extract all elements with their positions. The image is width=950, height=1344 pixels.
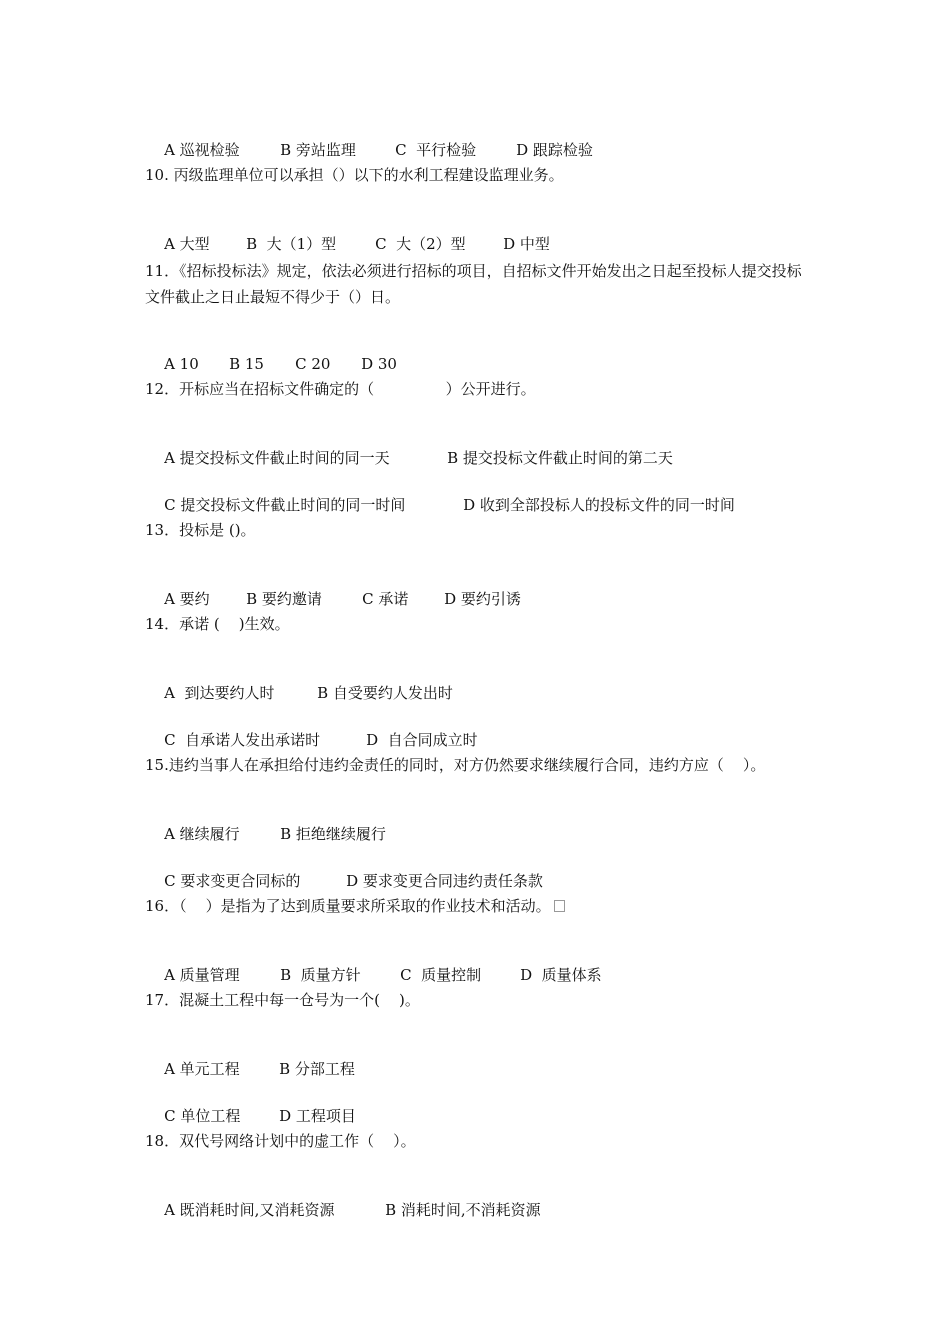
option-a: A 要约 (164, 590, 210, 608)
options-line (145, 1177, 845, 1243)
question-11: 11．《招标投标法》规定，依法必须进行招标的项目，自招标文件开始发出之日起至投标人提交投标文件截止之日止最短不得少于（）日。 (145, 262, 802, 306)
option-d: D 收到全部投标人的投标文件的同一时间 (463, 496, 735, 514)
option-b: B 质量方针 (280, 966, 361, 984)
option-b: B 提交投标文件截止时间的第二天 (447, 449, 673, 467)
question-15: 15.违约当事人在承担给付违约金责任的同时，对方仍然要求继续履行合同，违约方应（ ）。 (145, 756, 766, 774)
option-d: D 要求变更合同违约责任条款 (346, 872, 543, 890)
option-d: D 工程项目 (279, 1107, 356, 1125)
option-b: B 大（1）型 (246, 235, 337, 253)
option-c: C 单位工程 (164, 1107, 241, 1125)
option-c: C 大（2）型 (375, 235, 466, 253)
question-12: 12．开标应当在招标文件确定的（ ）公开进行。 (145, 380, 536, 398)
question-13: 13．投标是 ()。 (145, 521, 256, 539)
option-a: A 提交投标文件截止时间的同一天 (164, 449, 390, 467)
question-16-text: 16．（ ）是指为了达到质量要求所采取的作业技术和活动。 (145, 897, 551, 915)
option-c: C 提交投标文件截止时间的同一时间 (164, 496, 406, 514)
option-d: D 自合同成立时 (366, 731, 478, 749)
option-c: C 平行检验 (395, 141, 477, 159)
question-16 (145, 895, 845, 917)
option-c: C 自承诺人发出承诺时 (164, 731, 321, 749)
option-b: B 分部工程 (279, 1060, 355, 1078)
option-a: A 到达要约人时 (164, 684, 275, 702)
option-d: D 质量体系 (520, 966, 602, 984)
option-b: B 要约邀请 (246, 590, 322, 608)
question-14: 14．承诺 ( )生效。 (145, 615, 290, 633)
option-b: B 消耗时间,不消耗资源 (385, 1201, 541, 1219)
option-a: A 单元工程 (164, 1060, 240, 1078)
option-a: A 10 (164, 355, 199, 373)
option-c: C 质量控制 (400, 966, 482, 984)
option-b: B 自受要约人发出时 (317, 684, 453, 702)
option-d: D 30 (361, 355, 397, 373)
question-18: 18．双代号网络计划中的虚工作（ ）。 (145, 1132, 416, 1150)
option-a: A 大型 (164, 235, 210, 253)
question-10: 10. 丙级监理单位可以承担（）以下的水利工程建设监理业务。 (145, 166, 564, 184)
option-a: A 既消耗时间,又消耗资源 (164, 1201, 335, 1219)
option-a: A 继续履行 (164, 825, 240, 843)
option-a: A 质量管理 (164, 966, 240, 984)
option-a: A 巡视检验 (164, 141, 240, 159)
option-c: C 承诺 (362, 590, 409, 608)
option-d: D 要约引诱 (444, 590, 521, 608)
option-c: C 要求变更合同标的 (164, 872, 301, 890)
option-c: C 20 (295, 355, 331, 373)
option-d: D 中型 (503, 235, 550, 253)
option-b: B 拒绝继续履行 (280, 825, 386, 843)
question-17: 17．混凝土工程中每一仓号为一个( )。 (145, 991, 420, 1009)
placeholder-box-icon (554, 900, 565, 912)
option-b: B 旁站监理 (280, 141, 356, 159)
option-b: B 15 (229, 355, 264, 373)
option-d: D 跟踪检验 (516, 141, 593, 159)
